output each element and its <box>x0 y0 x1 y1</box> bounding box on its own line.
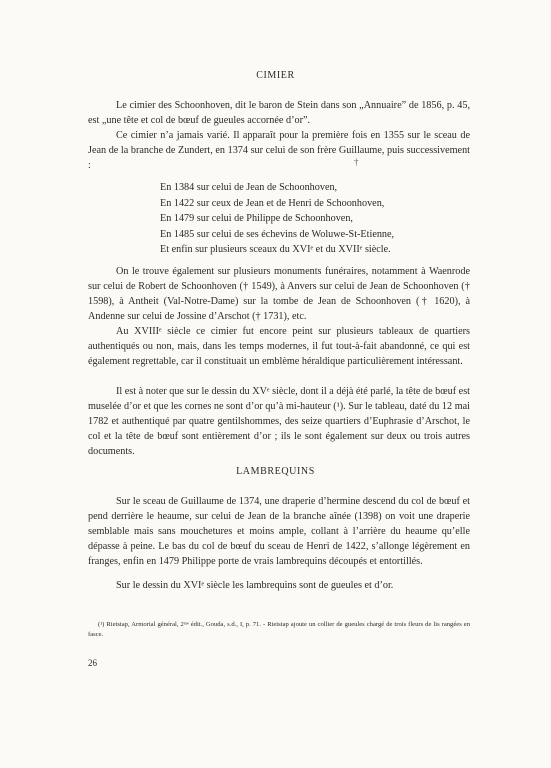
footnote: (¹) Rietstap, Armorial général, 2ᵐᵉ édit., Gouda, s.d., I, p. 71. - Rietstap ajoute un collier de gueules chargé de trois fleurs de lis rangées en fasce. <box>88 621 470 638</box>
heading-lambrequins: LAMBREQUINS <box>236 466 315 477</box>
paragraph-cimier-1: Le cimier des Schoonhoven, dit le baron de Stein dans son „Annuaire” de 1856, p. 45, est „une tête et col de bœuf de gueules accornée d’or”. <box>88 100 470 126</box>
page-number: 26 <box>88 658 97 668</box>
paragraph-cimier-4: Au XVIIIᵉ siècle ce cimier fut encore peint sur plusieurs tableaux de quartiers authentiqués ou non, mais, dans les temps modernes, il fut tout-à-fait abandonné, ce qui est également regrettable, car il constituait un emblème héraldique particulièrement intéressant. <box>88 326 470 367</box>
list-item: En 1422 sur ceux de Jean et de Henri de Schoonhoven, <box>160 197 385 209</box>
list-item: En 1384 sur celui de Jean de Schoonhoven, <box>160 182 338 193</box>
paragraph-lambrequins-2: Sur le dessin du XVIᵉ siècle les lambrequins sont de gueules et d’or. <box>116 580 394 591</box>
paragraph-cimier-2: Ce cimier n’a jamais varié. Il apparaît pour la première fois en 1355 sur le sceau de Jean de la branche de Zundert, en 1374 sur celui de son frère Guillaume, puis successivement : <box>88 130 470 171</box>
paragraph-cimier-3: On le trouve également sur plusieurs monuments funéraires, notamment à Waenrode sur celui de Robert de Schoonhoven († 1549), à Anvers sur celui de Jean de Schoonhoven († 1598), à Antheit (Val-Notre-Dame) sur la tombe de Jean de Schoonhoven († 1620), à Andenne sur celui de Jossine d’Arschot († 1731), etc. <box>88 266 470 322</box>
ink-mark-icon: † <box>354 157 359 167</box>
paragraph-lambrequins-1: Sur le sceau de Guillaume de 1374, une draperie d’hermine descend du col de bœuf et pend derrière le heaume, sur celui de Jean de la branche aînée (1398) on voit une draperie semblable mais sans mouchetures et moins ample, collant à l’arrière du heaume qu’elle dépasse à peine. Le bas du col de bœuf du sceau de Henri de 1422, s’allonge légèrement en franges, enfin en 1479 Philippe porte de vrais lambrequins découpés et entortillés. <box>88 496 470 567</box>
list-item: En 1479 sur celui de Philippe de Schoonhoven, <box>160 213 353 225</box>
list-item: Et enfin sur plusieurs sceaux du XVIᵉ et du XVIIᵉ siècle. <box>160 244 391 256</box>
paragraph-cimier-5: Il est à noter que sur le dessin du XVᵉ siècle, dont il a déjà été parlé, la tête de bœuf est muselée d’or et que les cornes ne sont d’or qu’à mi-hauteur (¹). Sur le tableau, daté du 12 mai 1782 et authentiqué par quatre gentilshommes, des seize quartiers d’Euphrasie d’Arschot, le col et la tête de bœuf sont entièrement d’or ; ils le sont également sur deux ou trois autres documents. <box>88 386 470 457</box>
seal-list <box>160 180 480 258</box>
heading-cimier: CIMIER <box>256 70 295 81</box>
list-item: En 1485 sur celui de ses échevins de Woluwe-St-Etienne, <box>160 228 395 240</box>
